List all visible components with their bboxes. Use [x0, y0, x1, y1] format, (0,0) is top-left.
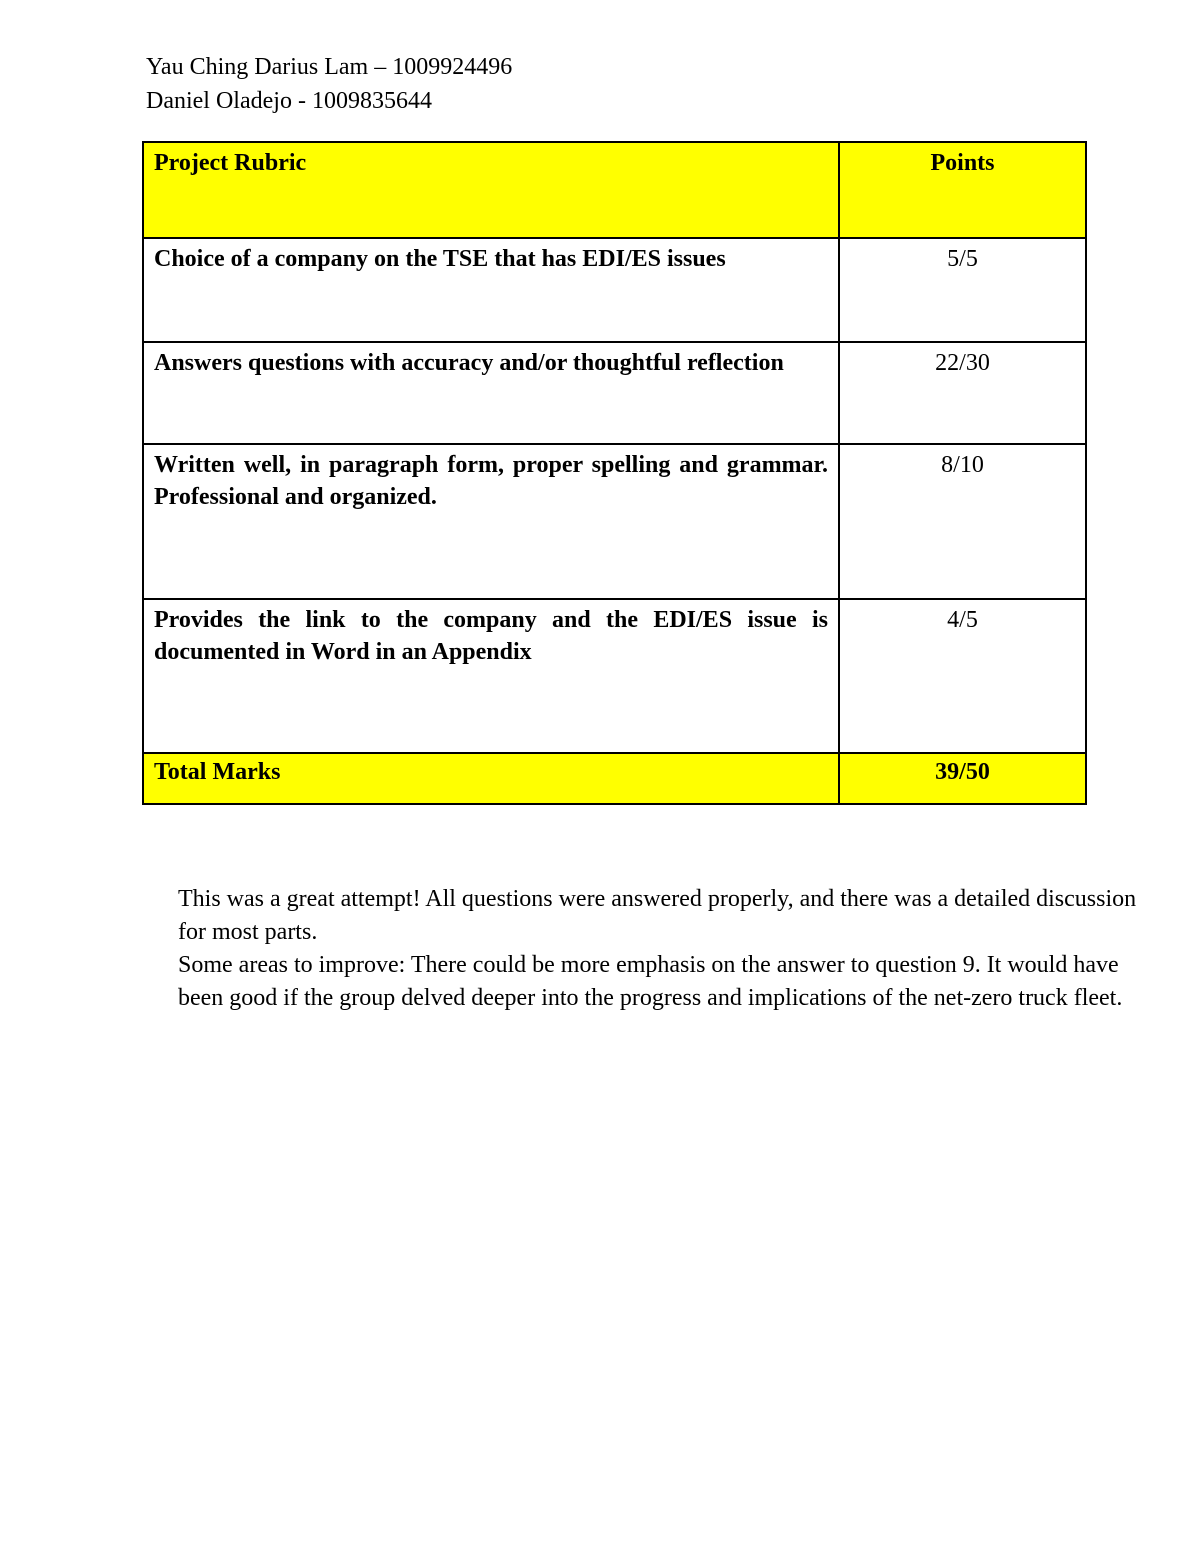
rubric-total-points: 39/50 [839, 753, 1086, 804]
rubric-points: 22/30 [839, 342, 1086, 444]
rubric-criterion: Written well, in paragraph form, proper spelling and grammar. Professional and organized. [143, 444, 839, 599]
student-name-2: Daniel Oladejo - 1009835644 [146, 88, 432, 114]
rubric-points: 8/10 [839, 444, 1086, 599]
rubric-points: 5/5 [839, 238, 1086, 342]
rubric-row [143, 342, 1086, 444]
rubric-criterion: Answers questions with accuracy and/or thoughtful reflection [143, 342, 839, 444]
rubric-row [143, 444, 1086, 599]
student-names [146, 50, 512, 118]
rubric-total-label: Total Marks [143, 753, 839, 804]
rubric-table [142, 141, 1087, 805]
feedback-comments [178, 883, 1168, 1015]
rubric-header-row [143, 142, 1086, 238]
rubric-points: 4/5 [839, 599, 1086, 753]
rubric-criterion: Provides the link to the company and the EDI/ES issue is documented in Word in an Appendix [143, 599, 839, 753]
feedback-paragraph: This was a great attempt! All questions were answered properly, and there was a detailed discussion for most parts. [178, 886, 1137, 945]
student-name-1: Yau Ching Darius Lam – 1009924496 [146, 54, 513, 80]
rubric-header-points: Points [839, 142, 1086, 238]
rubric-header-criterion: Project Rubric [143, 142, 839, 238]
rubric-total-row [143, 753, 1086, 804]
feedback-paragraph: Some areas to improve: There could be more emphasis on the answer to question 9. It would have been good if the group delved deeper into the progress and implications of the net-zero truck fleet. [178, 952, 1123, 1011]
rubric-criterion: Choice of a company on the TSE that has EDI/ES issues [143, 238, 839, 342]
rubric-row [143, 238, 1086, 342]
rubric-row [143, 599, 1086, 753]
